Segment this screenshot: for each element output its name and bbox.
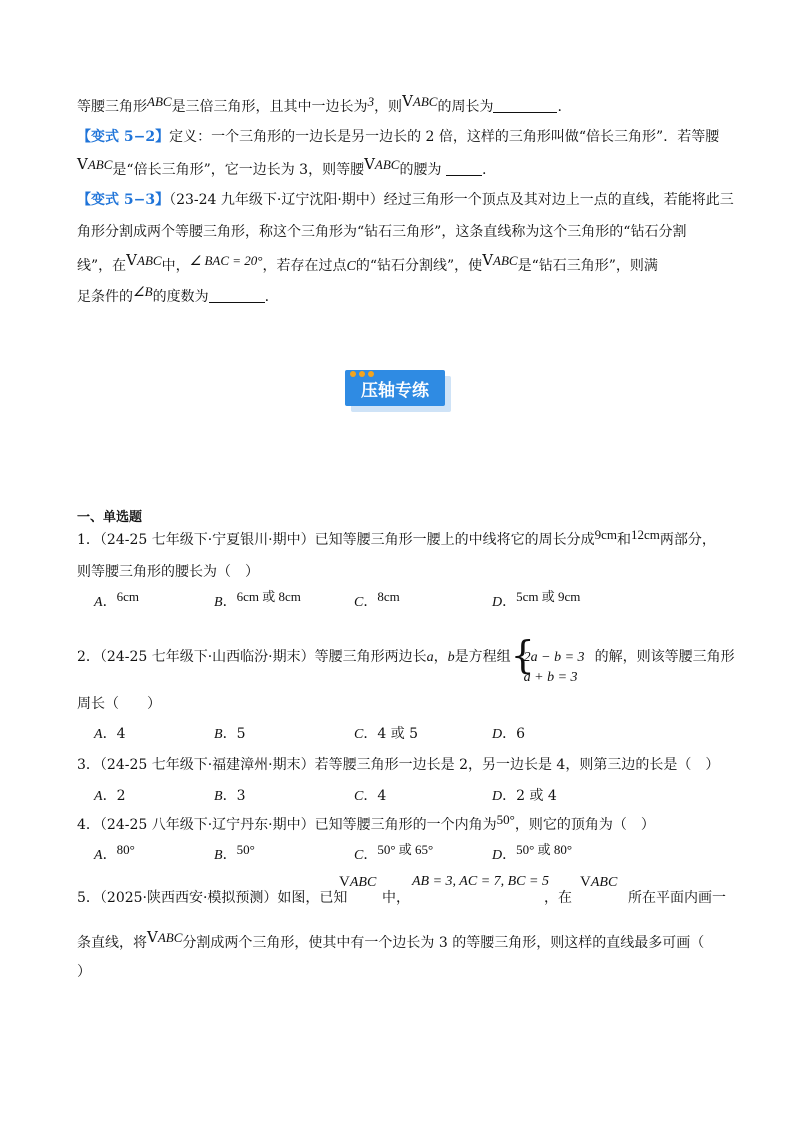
triangle-symbol: V [147, 928, 158, 946]
text: 周长（ ） [77, 696, 161, 712]
section-banner [345, 370, 453, 415]
question-3-options [94, 786, 714, 806]
math-value: 50° [496, 812, 515, 827]
problem-line-p1 [77, 92, 723, 117]
math-abc: ABC [374, 157, 400, 172]
text: 中， [161, 258, 190, 274]
option-a[interactable]: A．4 [94, 726, 126, 742]
math-point: C [346, 259, 356, 274]
question-1-options [94, 589, 714, 612]
text: 和 [617, 532, 632, 548]
option-d[interactable]: D．5cm 或 9cm [492, 589, 581, 610]
text: 的度数为 [152, 289, 209, 305]
math-abc: ABC [147, 94, 172, 109]
question-1-line2 [77, 562, 723, 582]
math-abc: ABC [157, 930, 183, 945]
math-var: a [426, 650, 434, 665]
variant-5-3-line4 [77, 284, 723, 307]
equation-system: { 2a − b = 3 a + b = 3 [511, 637, 595, 677]
text: . [557, 99, 562, 115]
equation-1: 2a − b = 3 [523, 650, 585, 665]
text: 的腰为 [399, 162, 442, 178]
option-d[interactable]: D．2 或 4 [492, 788, 557, 804]
text: 线”，在 [77, 258, 127, 274]
math-angle: ∠ BAC = 20° [189, 253, 263, 268]
triangle-symbol: V [364, 155, 375, 173]
math-sides: AB = 3, AC = 7, BC = 5 [412, 874, 549, 889]
text: ） [77, 964, 91, 980]
variant-5-3-line3 [77, 251, 723, 277]
text: . [481, 162, 487, 178]
text: 1．（24-25 七年级下·宁夏银川·期中）已知等腰三角形一腰上的中线将它的周长分成 [77, 532, 595, 548]
text: 定义：一个三角形的一边长是另一边长的 2 倍，这样的三角形叫做“倍长三角形”．若等腰 [169, 129, 720, 145]
text: 是“钻石三角形”，则满 [517, 258, 658, 274]
text: 是“倍长三角形”，它一边长为 3，则等腰 [112, 162, 365, 178]
text: ，则它的顶角为（ ） [514, 817, 655, 833]
option-c[interactable]: C．50° 或 65° [354, 842, 434, 863]
triangle-symbol: V [77, 155, 88, 173]
math-angle: ∠B [133, 284, 153, 299]
question-2-line2 [77, 694, 723, 714]
option-b[interactable]: B．3 [214, 788, 246, 804]
option-c[interactable]: C．4 或 5 [354, 726, 419, 742]
text: . [264, 289, 270, 305]
text: ，在 [544, 890, 572, 906]
triangle-symbol: V [402, 92, 413, 110]
question-5-line2 [77, 928, 723, 953]
question-5-line3 [77, 962, 723, 982]
math-value: 12cm [631, 527, 660, 542]
text: 两部分， [659, 532, 716, 548]
question-3-line1 [77, 755, 723, 775]
text: 中， [382, 890, 410, 906]
option-c[interactable]: C．8cm [354, 589, 400, 610]
banner-dots [350, 365, 377, 381]
text: 2．（24-25 七年级下·山西临汾·期末）等腰三角形两边长 [77, 649, 427, 665]
question-2-options [94, 724, 714, 744]
text: 所在平面内画一 [628, 890, 726, 906]
option-c[interactable]: C．4 [354, 788, 387, 804]
math-abc: ABC [137, 253, 162, 268]
option-b[interactable]: B．5 [214, 726, 246, 742]
section-heading: 一、单选题 [77, 510, 143, 525]
variant-tag: 【变式 5−2】 [77, 129, 170, 145]
variant-tag: 【变式 5−3】 [77, 192, 170, 208]
variant-5-3-line2 [77, 222, 723, 242]
question-4-line1 [77, 812, 723, 835]
math-var: b [447, 650, 455, 665]
question-4-options [94, 842, 714, 865]
option-a[interactable]: A．80° [94, 842, 135, 863]
text: ，则 [374, 99, 403, 115]
text: 5．（2025·陕西西安·模拟预测）如图，已知 [77, 890, 348, 906]
banner-title: 压轴专练 [345, 370, 445, 406]
answer-blank [209, 288, 265, 303]
math-vabc: VABC [580, 874, 618, 890]
answer-blank [446, 161, 482, 176]
equation-2: a + b = 3 [523, 670, 578, 685]
math-value: 9cm [594, 527, 618, 542]
text: 的周长为 [437, 99, 494, 115]
text: （23-24 九年级下·辽宁沈阳·期中）经过三角形一个顶点及其对边上一点的直线，若能将此三 [169, 192, 734, 208]
text: 则等腰三角形的腰长为（ ） [77, 564, 259, 580]
text: ， [433, 649, 448, 665]
variant-5-3-line1 [77, 190, 734, 210]
option-d[interactable]: D．50° 或 80° [492, 842, 573, 863]
text: 等腰三角形 [77, 99, 147, 115]
question-2-line1 [77, 633, 735, 685]
option-b[interactable]: B．6cm 或 8cm [214, 589, 301, 610]
option-a[interactable]: A．6cm [94, 589, 139, 610]
text: 足条件的 [77, 289, 133, 305]
text: ，若存在过点 [262, 258, 347, 274]
text: 分割成两个三角形，使其中有一个边长为 3 的等腰三角形，则这样的直线最多可画（ [182, 935, 705, 951]
answer-blank [493, 98, 557, 113]
text: 的解，则该等腰三角形 [594, 649, 735, 665]
text: 3．（24-25 七年级下·福建漳州·期末）若等腰三角形一边长是 2，另一边长是 4，则第三边的长是（ ） [77, 757, 720, 773]
question-1-line1 [77, 527, 723, 550]
option-d[interactable]: D．6 [492, 726, 526, 742]
text: 是方程组 [454, 649, 511, 665]
triangle-symbol: V [126, 251, 138, 269]
math-abc: ABC [87, 157, 113, 172]
text: 4．（24-25 八年级下·辽宁丹东·期中）已知等腰三角形的一个内角为 [77, 817, 497, 833]
math-number: 3 [367, 94, 375, 109]
math-abc: ABC [412, 94, 438, 109]
text: 的“钻石分割线”，使 [355, 258, 483, 274]
variant-5-2-line2 [77, 155, 723, 180]
triangle-symbol: V [482, 251, 494, 269]
math-abc: ABC [493, 253, 518, 268]
variant-5-2-line1 [77, 127, 723, 147]
text: 角形分割成两个等腰三角形，称这个三角形为“钻石三角形”，这条直线称为这个三角形的“钻石分割 [77, 224, 687, 240]
text: 是三倍三角形，且其中一边长为 [171, 99, 368, 115]
option-a[interactable]: A．2 [94, 788, 126, 804]
option-b[interactable]: B．50° [214, 842, 255, 863]
text: 条直线，将 [77, 935, 147, 951]
math-vabc: VABC [339, 874, 377, 890]
